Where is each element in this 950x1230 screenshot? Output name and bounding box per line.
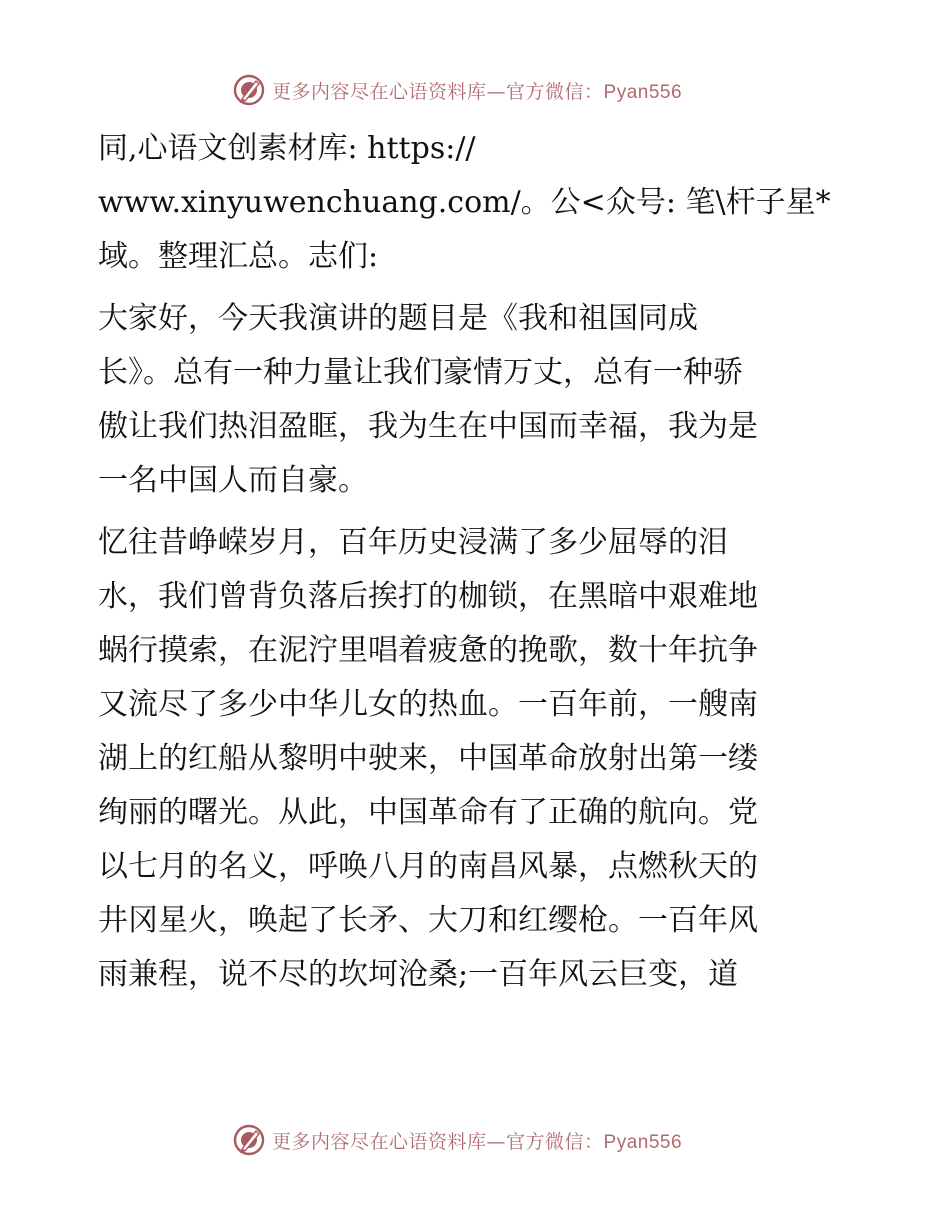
text-line: 水，我们曾背负落后挨打的枷锁，在黑暗中艰难地 (98, 579, 758, 614)
footer-banner (232, 1120, 682, 1160)
pen-logo-icon (232, 73, 266, 107)
text-line: 又流尽了多少中华儿女的热血。一百年前，一艘南 (98, 687, 758, 722)
document-body (98, 122, 858, 1002)
banner-text: 更多内容尽在心语资料库—官方微信：Pyan556 (272, 80, 683, 103)
paragraph-intro (98, 122, 858, 284)
text-line: 域。整理汇总。志们: (98, 239, 379, 274)
text-line: 雨兼程，说不尽的坎坷沧桑;一百年风云巨变，道 (98, 957, 739, 992)
text-line: 长》。总有一种力量让我们豪情万丈，总有一种骄 (98, 355, 743, 390)
text-line: 一名中国人而自豪。 (98, 463, 368, 498)
banner-text: 更多内容尽在心语资料库—官方微信：Pyan556 (272, 1130, 683, 1153)
text-line: 绚丽的曙光。从此，中国革命有了正确的航向。党 (98, 795, 758, 830)
wechat-id: Pyan556 (603, 1131, 683, 1153)
text-line: 蜗行摸索，在泥泞里唱着疲惫的挽歌，数十年抗争 (98, 633, 758, 668)
text-line: 以七月的名义，呼唤八月的南昌风暴，点燃秋天的 (98, 849, 758, 884)
text-line: 忆往昔峥嵘岁月，百年历史浸满了多少屈辱的泪 (98, 525, 728, 560)
pen-logo-icon (232, 1123, 266, 1157)
text-line: 大家好，今天我演讲的题目是《我和祖国同成 (98, 301, 698, 336)
text-line: 同,心语文创素材库: https:// (98, 131, 476, 166)
text-line: 湖上的红船从黎明中驶来，中国革命放射出第一缕 (98, 741, 758, 776)
paragraph-history (98, 516, 858, 1002)
wechat-id: Pyan556 (603, 81, 683, 103)
text-line: 傲让我们热泪盈眶，我为生在中国而幸福，我为是 (98, 409, 758, 444)
header-banner (232, 70, 682, 110)
text-line: 井冈星火，唤起了长矛、大刀和红缨枪。一百年风 (98, 903, 758, 938)
text-line: www.xinyuwenchuang.com/。公<众号: 笔\杆子星* (98, 185, 831, 220)
paragraph-greeting (98, 292, 858, 508)
